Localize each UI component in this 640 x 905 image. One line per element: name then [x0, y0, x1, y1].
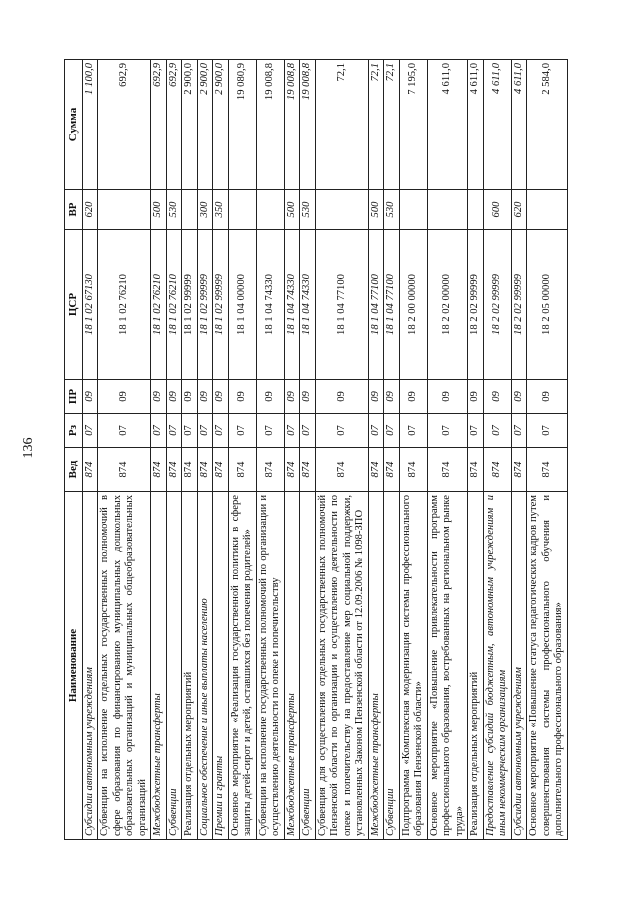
cell-vr: [228, 190, 256, 230]
cell-sum: 2 584,0: [527, 60, 568, 190]
header-ved: Вед: [65, 448, 83, 492]
cell-pr: 09: [151, 380, 167, 414]
cell-pr: 09: [384, 380, 400, 414]
cell-pr: 09: [284, 380, 300, 414]
cell-csr: 18 1 04 77100: [384, 230, 400, 380]
cell-csr: 18 1 02 76210: [98, 230, 151, 380]
cell-ved: 874: [468, 448, 484, 492]
table-row: [483, 60, 511, 840]
table-row: [468, 60, 484, 840]
cell-csr: 18 1 02 99999: [213, 230, 229, 380]
cell-csr: 18 1 04 74330: [284, 230, 300, 380]
cell-name: Основное мероприятие «Повышение статуса педагогических кадров путем совершенствования системы профессионального обучения и дополнительного профессионального образования»: [527, 492, 568, 840]
cell-sum: 692,9: [151, 60, 167, 190]
cell-sum: 19 080,9: [228, 60, 256, 190]
header-pr: ПР: [65, 380, 83, 414]
cell-ved: 874: [151, 448, 167, 492]
cell-vr: 530: [300, 190, 316, 230]
cell-vr: [256, 190, 284, 230]
cell-sum: 19 008,8: [284, 60, 300, 190]
cell-rz: 07: [427, 414, 468, 448]
cell-sum: 4 611,0: [483, 60, 511, 190]
cell-csr: 18 1 02 76210: [166, 230, 182, 380]
cell-pr: 09: [511, 380, 527, 414]
rotated-page: [64, 60, 604, 840]
cell-sum: 2 900,0: [213, 60, 229, 190]
table-row: [399, 60, 427, 840]
cell-ved: 874: [483, 448, 511, 492]
table-row: [527, 60, 568, 840]
cell-name: Реализация отдельных мероприятий: [182, 492, 198, 840]
cell-name: Межбюджетные трансферты: [151, 492, 167, 840]
cell-vr: [98, 190, 151, 230]
cell-ved: 874: [300, 448, 316, 492]
cell-ved: 874: [527, 448, 568, 492]
cell-csr: 18 1 04 74330: [256, 230, 284, 380]
cell-vr: [427, 190, 468, 230]
cell-name: Социальное обеспечение и иные выплаты населению: [197, 492, 213, 840]
cell-csr: 18 1 02 99999: [197, 230, 213, 380]
cell-csr: 18 1 02 99999: [182, 230, 198, 380]
cell-sum: 4 611,0: [427, 60, 468, 190]
table-row: [166, 60, 182, 840]
cell-rz: 07: [527, 414, 568, 448]
cell-ved: 874: [384, 448, 400, 492]
table-row: [82, 60, 98, 840]
cell-sum: 4 611,0: [511, 60, 527, 190]
cell-vr: 500: [284, 190, 300, 230]
cell-csr: 18 2 02 99999: [511, 230, 527, 380]
cell-pr: 09: [483, 380, 511, 414]
cell-pr: 09: [213, 380, 229, 414]
cell-rz: 07: [384, 414, 400, 448]
cell-pr: 09: [228, 380, 256, 414]
cell-rz: 07: [300, 414, 316, 448]
cell-csr: 18 1 04 00000: [228, 230, 256, 380]
cell-ved: 874: [197, 448, 213, 492]
cell-vr: 350: [213, 190, 229, 230]
table-row: [368, 60, 384, 840]
cell-rz: 07: [197, 414, 213, 448]
cell-pr: 09: [468, 380, 484, 414]
cell-vr: 500: [151, 190, 167, 230]
table-row: [384, 60, 400, 840]
table-body: [82, 60, 567, 840]
cell-csr: 18 1 02 67130: [82, 230, 98, 380]
cell-sum: 2 900,0: [197, 60, 213, 190]
cell-sum: 4 611,0: [468, 60, 484, 190]
cell-vr: [527, 190, 568, 230]
cell-rz: 07: [468, 414, 484, 448]
cell-pr: 09: [427, 380, 468, 414]
cell-ved: 874: [399, 448, 427, 492]
cell-csr: 18 2 02 99999: [483, 230, 511, 380]
cell-ved: 874: [98, 448, 151, 492]
cell-name: Премии и гранты: [213, 492, 229, 840]
cell-csr: 18 2 02 99999: [468, 230, 484, 380]
cell-sum: 2 900,0: [182, 60, 198, 190]
cell-vr: [399, 190, 427, 230]
cell-name: Реализация отдельных мероприятий: [468, 492, 484, 840]
cell-name: Субвенции на исполнение государственных полномочий по организации и осуществлению деятельности по опеке и попечительству: [256, 492, 284, 840]
cell-csr: 18 1 04 74330: [300, 230, 316, 380]
header-vr: ВР: [65, 190, 83, 230]
cell-vr: 620: [82, 190, 98, 230]
cell-ved: 874: [166, 448, 182, 492]
cell-ved: 874: [368, 448, 384, 492]
cell-ved: 874: [427, 448, 468, 492]
table-header-row: [65, 60, 83, 840]
header-csr: ЦСР: [65, 230, 83, 380]
cell-ved: 874: [213, 448, 229, 492]
cell-rz: 07: [256, 414, 284, 448]
page-number: 136: [21, 437, 36, 459]
cell-vr: 500: [368, 190, 384, 230]
table-row: [151, 60, 167, 840]
cell-name: Основное мероприятие «Реализация государственной политики в сфере защиты детей-сирот и детей, оставшихся без попечения родителей»: [228, 492, 256, 840]
table-row: [284, 60, 300, 840]
cell-vr: [182, 190, 198, 230]
cell-name: Субвенции: [300, 492, 316, 840]
header-sum: Сумма: [65, 60, 83, 190]
cell-vr: 530: [166, 190, 182, 230]
cell-sum: 72,1: [315, 60, 368, 190]
budget-table: [64, 59, 568, 840]
cell-rz: 07: [483, 414, 511, 448]
cell-rz: 07: [182, 414, 198, 448]
cell-rz: 07: [399, 414, 427, 448]
cell-name: Основное мероприятие «Повышение привлекательности программ профессионального образования, востребованных на региональном рынке труда»: [427, 492, 468, 840]
cell-sum: 19 008,8: [300, 60, 316, 190]
cell-ved: 874: [182, 448, 198, 492]
cell-rz: 07: [315, 414, 368, 448]
header-rz: Рз: [65, 414, 83, 448]
cell-name: Межбюджетные трансферты: [368, 492, 384, 840]
table-row: [98, 60, 151, 840]
cell-pr: 09: [256, 380, 284, 414]
cell-pr: 09: [197, 380, 213, 414]
cell-name: Субвенции на исполнение отдельных государственных полномочий в сфере образования по финансированию муниципальных дошкольных образовательных организаций и муниципальных общеобразовательных организаций: [98, 492, 151, 840]
cell-pr: 09: [166, 380, 182, 414]
cell-csr: 18 1 02 76210: [151, 230, 167, 380]
table-row: [256, 60, 284, 840]
cell-name: Субсидии автономным учреждениям: [511, 492, 527, 840]
cell-sum: 19 008,8: [256, 60, 284, 190]
table-row: [182, 60, 198, 840]
table-row: [427, 60, 468, 840]
cell-vr: 300: [197, 190, 213, 230]
cell-csr: 18 1 04 77100: [368, 230, 384, 380]
cell-ved: 874: [511, 448, 527, 492]
cell-rz: 07: [511, 414, 527, 448]
cell-sum: 1 100,0: [82, 60, 98, 190]
cell-rz: 07: [82, 414, 98, 448]
header-name: Наименование: [65, 492, 83, 840]
cell-pr: 09: [182, 380, 198, 414]
cell-pr: 09: [300, 380, 316, 414]
cell-rz: 07: [166, 414, 182, 448]
cell-sum: 692,9: [98, 60, 151, 190]
cell-sum: 72,1: [368, 60, 384, 190]
cell-ved: 874: [256, 448, 284, 492]
cell-rz: 07: [228, 414, 256, 448]
cell-csr: 18 2 02 00000: [427, 230, 468, 380]
cell-sum: 7 195,0: [399, 60, 427, 190]
cell-vr: [468, 190, 484, 230]
cell-pr: 09: [527, 380, 568, 414]
cell-rz: 07: [284, 414, 300, 448]
cell-rz: 07: [213, 414, 229, 448]
table-row: [197, 60, 213, 840]
table-row: [228, 60, 256, 840]
table-row: [300, 60, 316, 840]
cell-name: Межбюджетные трансферты: [284, 492, 300, 840]
cell-name: Субвенции: [384, 492, 400, 840]
cell-name: Субсидии автономным учреждениям: [82, 492, 98, 840]
cell-name: Субвенции: [166, 492, 182, 840]
cell-ved: 874: [82, 448, 98, 492]
cell-ved: 874: [284, 448, 300, 492]
cell-ved: 874: [315, 448, 368, 492]
cell-rz: 07: [98, 414, 151, 448]
cell-ved: 874: [228, 448, 256, 492]
cell-pr: 09: [315, 380, 368, 414]
cell-csr: 18 2 00 00000: [399, 230, 427, 380]
cell-pr: 09: [368, 380, 384, 414]
table-row: [511, 60, 527, 840]
cell-rz: 07: [368, 414, 384, 448]
cell-name: Подпрограмма «Комплексная модернизация системы профессионального образования Пензенской области»: [399, 492, 427, 840]
cell-vr: 620: [511, 190, 527, 230]
cell-sum: 72,1: [384, 60, 400, 190]
cell-rz: 07: [151, 414, 167, 448]
cell-name: Предоставление субсидий бюджетным, автономным учреждениям и иным некоммерческим организациям: [483, 492, 511, 840]
table-row: [213, 60, 229, 840]
cell-sum: 692,9: [166, 60, 182, 190]
cell-pr: 09: [82, 380, 98, 414]
cell-pr: 09: [399, 380, 427, 414]
cell-vr: [315, 190, 368, 230]
cell-csr: 18 2 05 00000: [527, 230, 568, 380]
cell-pr: 09: [98, 380, 151, 414]
cell-name: Субвенция для осуществления отдельных государственных полномочий Пензенской области по организации и осуществлению деятельности по опеке и попечительству на предоставление мер социальной поддержки, установленных Законом Пензенской области от 12.09.2006 № 1098-ЗПО: [315, 492, 368, 840]
cell-csr: 18 1 04 77100: [315, 230, 368, 380]
cell-vr: 530: [384, 190, 400, 230]
cell-vr: 600: [483, 190, 511, 230]
table-row: [315, 60, 368, 840]
